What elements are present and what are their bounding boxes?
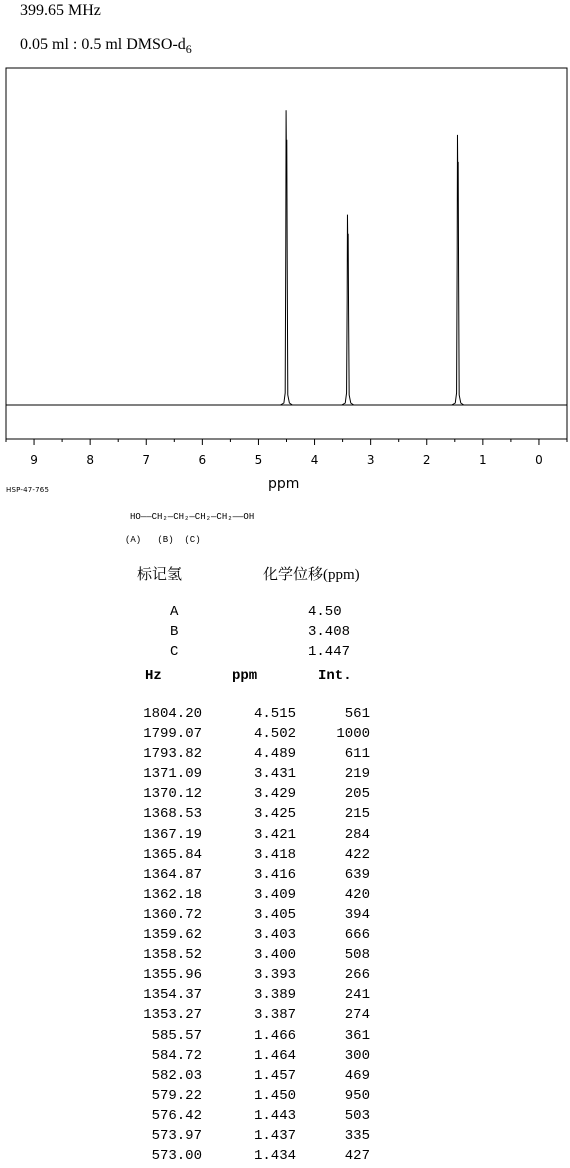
table-row — [0, 987, 570, 1007]
spectrum-peak — [280, 110, 292, 405]
intensity-value: 950 — [344, 1087, 370, 1104]
x-tick-label: 1 — [479, 453, 487, 467]
hz-value: 1367.19 — [143, 826, 202, 843]
assignment-shift: 1.447 — [308, 644, 351, 660]
ppm-value: 3.429 — [253, 786, 296, 803]
intensity-value: 427 — [344, 1148, 370, 1165]
intensity-value: 420 — [344, 886, 370, 903]
x-axis-ticks — [6, 439, 567, 467]
hz-value: 573.97 — [151, 1127, 202, 1144]
intensity-value: 639 — [344, 866, 370, 883]
table-row — [0, 806, 570, 826]
x-tick-label: 3 — [366, 453, 375, 467]
ppm-value: 3.389 — [253, 987, 296, 1004]
hz-value: 1362.18 — [143, 886, 202, 903]
hz-value: 1368.53 — [143, 806, 202, 823]
ppm-value: 1.443 — [253, 1107, 296, 1124]
table-row — [0, 786, 570, 806]
assignment-shift: 4.50 — [308, 604, 342, 620]
x-axis-label: ppm — [268, 476, 300, 492]
hz-value: 1355.96 — [143, 967, 202, 984]
intensity-value: 561 — [344, 706, 370, 722]
intensity-value: 205 — [344, 786, 370, 803]
x-tick-label: 4 — [310, 453, 319, 467]
table-row — [0, 1108, 570, 1128]
ppm-value: 1.464 — [253, 1047, 296, 1064]
assignment-header-shift: 化学位移(ppm) — [263, 567, 360, 583]
ppm-value: 4.489 — [253, 746, 296, 763]
table-row — [0, 1068, 570, 1088]
table-row — [0, 706, 570, 726]
ppm-value: 3.416 — [253, 866, 296, 883]
assignment-label: B — [170, 624, 179, 640]
ppm-value: 1.450 — [253, 1087, 296, 1104]
header-ppm: ppm — [232, 668, 258, 684]
assignment-shift: 3.408 — [308, 624, 351, 640]
molecule-structure: HO——CH₂—CH₂—CH₂—CH₂——OH — [130, 512, 255, 522]
intensity-value: 666 — [344, 927, 370, 944]
intensity-value: 335 — [344, 1127, 370, 1144]
solvent-text: 0.05 ml : 0.5 ml DMSO-d — [20, 36, 186, 53]
intensity-value: 241 — [344, 987, 370, 1004]
table-row — [0, 1028, 570, 1048]
intensity-value: 219 — [344, 766, 370, 783]
intensity-value: 361 — [344, 1027, 370, 1044]
table-row — [0, 1128, 570, 1148]
intensity-value: 215 — [344, 806, 370, 823]
intensity-value: 1000 — [336, 726, 370, 743]
hz-value: 1358.52 — [143, 947, 202, 964]
ppm-value: 3.393 — [253, 967, 296, 984]
intensity-value: 469 — [344, 1067, 370, 1084]
hz-value: 582.03 — [151, 1067, 202, 1084]
ppm-value: 1.434 — [253, 1148, 296, 1165]
ppm-value: 1.437 — [253, 1127, 296, 1144]
table-row — [0, 947, 570, 967]
intensity-value: 611 — [344, 746, 370, 763]
intensity-value: 300 — [344, 1047, 370, 1064]
hz-value: 1359.62 — [143, 927, 202, 944]
x-tick-label: 6 — [198, 453, 207, 467]
table-row — [0, 746, 570, 766]
intensity-value: 284 — [344, 826, 370, 843]
table-row — [0, 1088, 570, 1108]
ppm-value: 3.403 — [253, 927, 296, 944]
hz-value: 584.72 — [151, 1047, 202, 1064]
intensity-value: 508 — [344, 947, 370, 964]
spectrum-peak — [452, 135, 464, 405]
x-tick-label: 2 — [422, 453, 431, 467]
table-row — [0, 726, 570, 746]
hz-value: 1354.37 — [143, 987, 202, 1004]
ppm-value: 3.405 — [253, 906, 296, 923]
table-row — [0, 1007, 570, 1027]
spectrum-code: HSP-47-765 — [6, 486, 50, 494]
hz-value: 573.00 — [151, 1148, 202, 1165]
intensity-value: 422 — [344, 846, 370, 863]
spectrum-peak — [342, 215, 354, 405]
table-row — [0, 847, 570, 867]
hz-value: 579.22 — [151, 1087, 202, 1104]
hz-value: 585.57 — [151, 1027, 202, 1044]
nmr-spectrum-chart — [0, 0, 570, 500]
ppm-value: 1.457 — [253, 1067, 296, 1084]
x-tick-label: 0 — [535, 453, 543, 467]
hz-value: 1371.09 — [143, 766, 202, 783]
table-row — [0, 907, 570, 927]
table-row — [0, 887, 570, 907]
ppm-value: 4.502 — [253, 726, 296, 743]
ppm-value: 1.466 — [253, 1027, 296, 1044]
table-row — [0, 1048, 570, 1068]
hz-value: 576.42 — [151, 1107, 202, 1124]
ppm-value: 3.400 — [253, 947, 296, 964]
x-tick-label: 9 — [30, 453, 38, 467]
x-tick-label: 7 — [142, 453, 151, 467]
assignment-header-label: 标记氢 — [137, 567, 183, 583]
table-row — [0, 867, 570, 887]
table-row — [0, 827, 570, 847]
ppm-value: 3.421 — [253, 826, 296, 843]
solvent-subscript: 6 — [185, 42, 192, 56]
hz-value: 1804.20 — [143, 706, 202, 722]
ppm-value: 4.515 — [253, 706, 296, 722]
ppm-value: 3.431 — [253, 766, 296, 783]
hz-value: 1793.82 — [143, 746, 202, 763]
table-row — [0, 1148, 570, 1168]
spectrum-peaks — [280, 110, 463, 405]
hz-value: 1364.87 — [143, 866, 202, 883]
hz-value: 1353.27 — [143, 1007, 202, 1024]
table-row — [0, 967, 570, 987]
hz-value: 1799.07 — [143, 726, 202, 743]
peak-table — [0, 706, 570, 1168]
spectrometer-frequency: 399.65 MHz — [20, 2, 101, 19]
header-int: Int. — [318, 668, 352, 684]
intensity-value: 266 — [344, 967, 370, 984]
table-row — [0, 927, 570, 947]
hz-value: 1365.84 — [143, 846, 202, 863]
structure-labels: (A) (B) (C) — [125, 535, 201, 545]
intensity-value: 503 — [344, 1107, 370, 1124]
assignment-label: A — [170, 604, 179, 620]
intensity-value: 274 — [344, 1007, 370, 1024]
hz-value: 1370.12 — [143, 786, 202, 803]
ppm-value: 3.409 — [253, 886, 296, 903]
x-tick-label: 5 — [254, 453, 263, 467]
ppm-value: 3.425 — [253, 806, 296, 823]
hz-value: 1360.72 — [143, 906, 202, 923]
assignment-label: C — [170, 644, 179, 660]
x-tick-label: 8 — [86, 453, 94, 467]
header-hz: Hz — [145, 668, 162, 684]
ppm-value: 3.418 — [253, 846, 296, 863]
ppm-value: 3.387 — [253, 1007, 296, 1024]
table-row — [0, 766, 570, 786]
intensity-value: 394 — [344, 906, 370, 923]
